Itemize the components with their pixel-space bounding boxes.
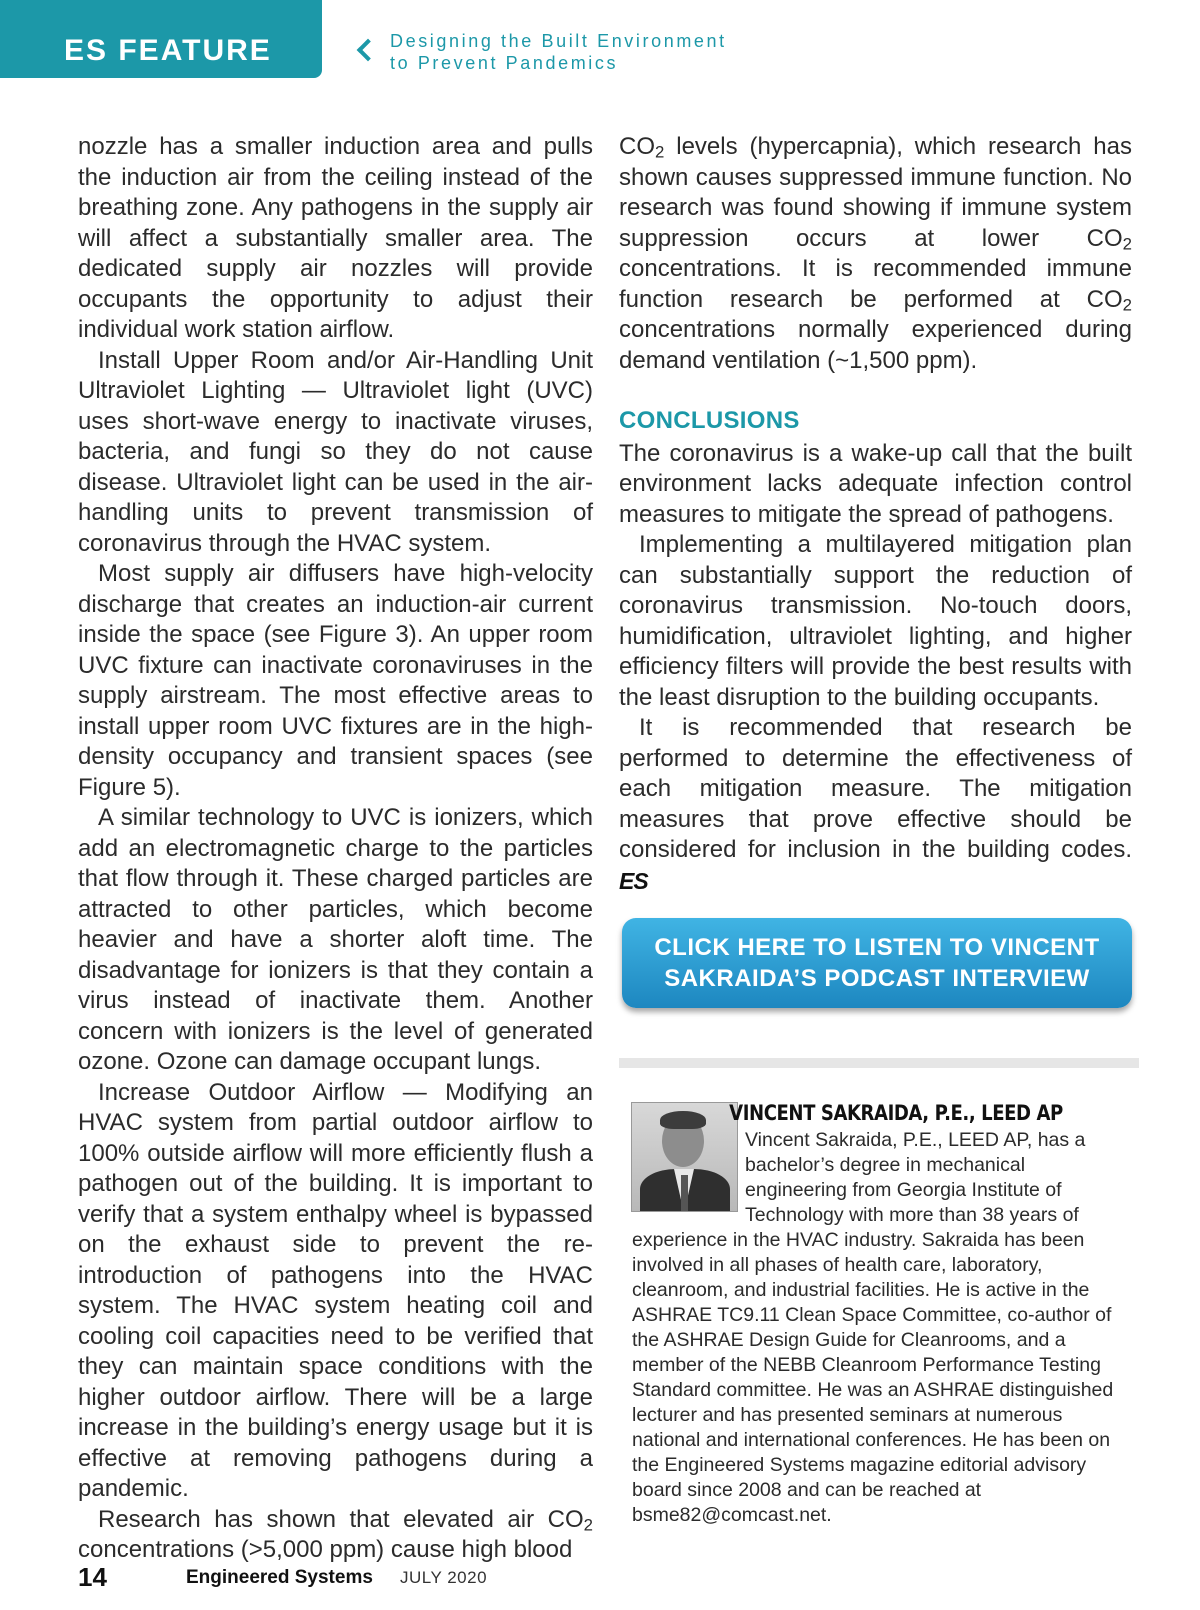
subscript: 2 [1122,233,1132,253]
text-run: concentrations. It is recommended immune function research be performed at CO [619,255,1132,313]
bio-text[interactable]: Vincent Sakraida, P.E., LEED AP, has a bachelor’s degree in mechanical engineering from Georgia Institute of Technology with more than 38 years of experience in the HVAC industry. Sakraida has been involved in all phases of health care, laboratory, cleanroom, and industrial facilities. He is active in the ASHRAE TC9.11 Clean Space Committee, co-author of the ASHRAE Design Guide for Cleanrooms, and a member of the NEBB Cleanroom Performance Testing Standard committee. He was an ASHRAE distinguished lecturer and has presented seminars at numerous national and international conferences. He has been on the Engineered Systems magazine editorial advisory board since 2008 and can be reached at bsme82@comcast.net. [632,1129,1114,1526]
section-tab [0,0,322,78]
paragraph [619,713,1132,897]
publication-name: Engineered Systems [186,1567,373,1588]
podcast-button-line-1: CLICK HERE TO LISTEN TO VINCENT [654,934,1100,961]
paragraph: nozzle has a smaller induction area and pulls the induction air from the ceiling instead of the breathing zone. Any pathogens in the supply air will affect a substantially smaller area. The dedicated supply air nozzles will provide occupants the opportunity to adjust their individual work station airflow. [78,133,593,343]
author-bio [632,1098,1132,1528]
text-run: CO [619,133,655,160]
subscript: 2 [1122,294,1132,314]
text-run: Research has shown that elevated air CO [98,1505,584,1533]
text-run: It is recommended that research be performed to determine the effectiveness of each mitigation measure. The mitigation measures that prove effective should be considered for inclusion in the building codes. [619,714,1132,863]
podcast-button[interactable] [622,918,1132,1008]
paragraph: Increase Outdoor Airflow — Modifying an HVAC system from partial outdoor airflow to 100% outside airflow will more efficiently flush a pathogen out of the building. It is important to verify that a system enthalpy wheel is bypassed on the exhaust side to prevent the re-introduction of pathogens into the HVAC system. The HVAC system heating coil and cooling coil capacities need to be verified that they can maintain space conditions with the higher outdoor airflow. There will be a large increase in the building’s energy usage but it is effective at removing pathogens during a pandemic. [78,1078,593,1502]
right-column [619,132,1132,897]
issue-date: JULY 2020 [400,1568,488,1587]
kicker-line-2: to Prevent Pandemics [390,53,619,73]
es-end-mark: ES [619,867,648,894]
divider-bar [619,1058,1139,1068]
podcast-button-line-2: SAKRAIDA’S PODCAST INTERVIEW [664,965,1090,992]
paragraph: Implementing a multilayered mitigation plan can substantially support the reduction of coronavirus transmission. No-touch doors, humidification, ultraviolet lighting, and higher efficiency filters will provide the best results with the least disruption to the building occupants. [619,531,1132,711]
paragraph: Install Upper Room and/or Air-Handling Unit Ultraviolet Lighting — Ultraviolet light (UVC) uses short-wave energy to inactivate viruses, bacteria, and fungi so they do not cause disease. Ultraviolet light can be used in the air-handling units to prevent transmission of coronavirus through the HVAC system. [78,346,593,557]
text-run: concentrations normally experienced during demand ventilation (~1,500 ppm). [619,316,1132,374]
conclusions-heading: CONCLUSIONS [619,407,800,434]
paragraph: A similar technology to UVC is ionizers, which add an electromagnetic charge to the particles that flow through it. These charged particles are attracted to other particles, which become heavier and have a shorter aloft time. The disadvantage for ionizers is that they contain a virus instead of inactivate them. Another concern with ionizers is the level of generated ozone. Ozone can damage occupant lungs. [78,804,593,1075]
paragraph [78,1505,593,1566]
section-label: ES FEATURE [64,34,272,67]
page-number: 14 [78,1562,107,1592]
paragraph: The coronavirus is a wake-up call that the built environment lacks adequate infection control measures to mitigate the spread of pathogens. [619,439,1132,528]
kicker-line-1: Designing the Built Environment [390,31,727,51]
author-name: VINCENT SAKRAIDA, P.E., LEED AP [729,1101,1063,1125]
left-column [78,132,593,1566]
text-run: levels (hypercapnia), which research has shown causes suppressed immune function. No research was found showing if immune system suppression occurs at lower CO [619,133,1132,252]
subscript: 2 [583,1514,593,1534]
paragraph: Most supply air diffusers have high-velocity discharge that creates an induction-air current inside the space (see Figure 3). An upper room UVC fixture can inactivate coronaviruses in the supply airstream. The most effective areas to install upper room UVC fixtures are in the high-density occupancy and transient spaces (see Figure 5). [78,560,593,801]
article-kicker[interactable] [390,30,727,74]
text-run: concentrations (>5,000 ppm) cause high blood [78,1536,573,1563]
subscript: 2 [655,142,665,162]
paragraph [619,132,1132,376]
chevron-left-icon[interactable] [357,39,380,62]
